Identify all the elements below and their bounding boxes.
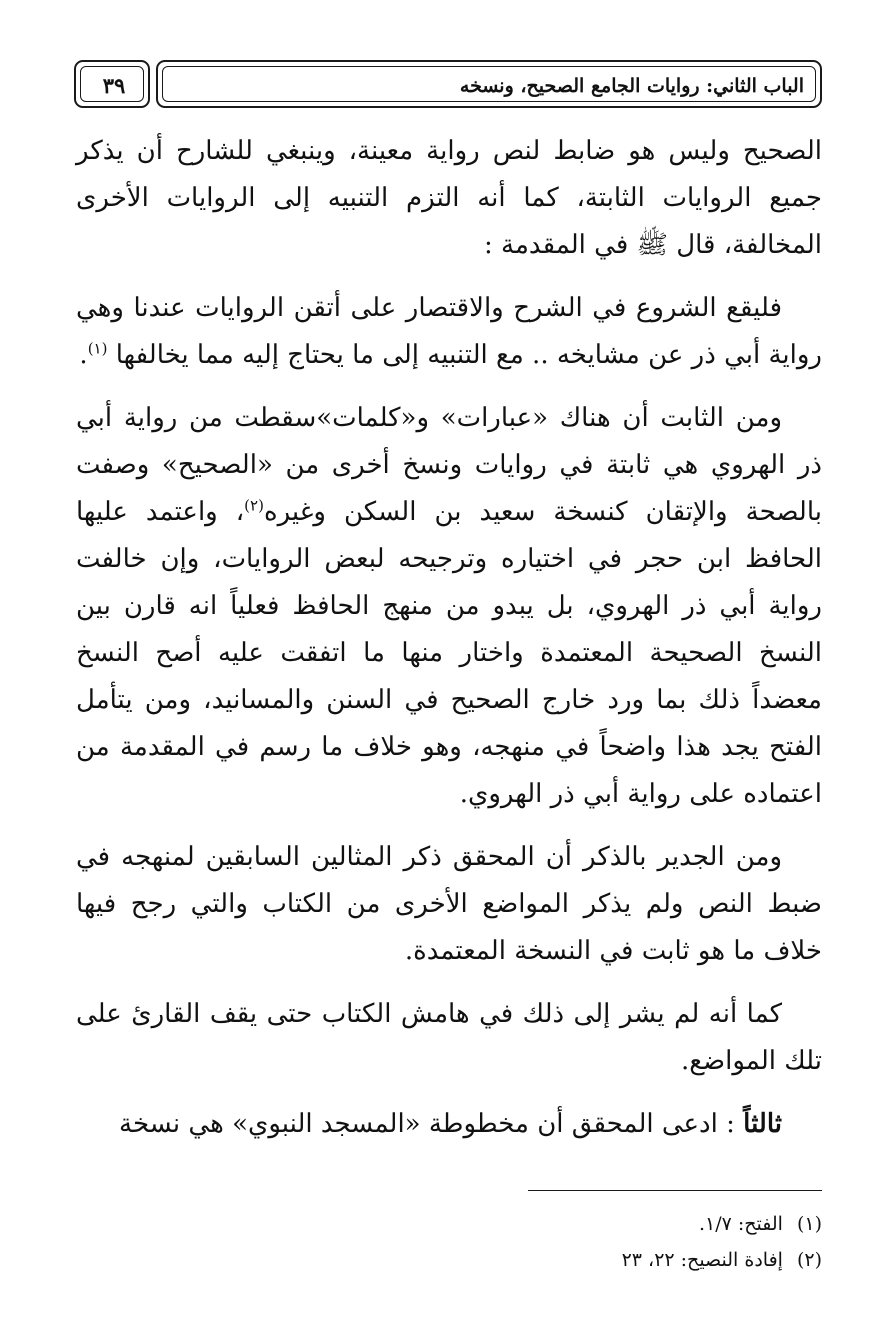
paragraph-6	[76, 1101, 822, 1148]
footnote-separator	[528, 1190, 822, 1191]
quotation-paragraph	[76, 285, 822, 379]
paragraph-5: كما أنه لم يشر إلى ذلك في هامش الكتاب حتى يقف القارئ على تلك المواضع.	[76, 999, 822, 1076]
paragraph-1: الصحيح وليس هو ضابط لنص رواية معينة، وينبغي للشارح أن يذكر جميع الروايات الثابتة، كما أنه التزم التنبيه إلى الروايات الأخرى المخالفة، قال ﷺ في المقدمة :	[76, 136, 822, 260]
footnotes	[322, 1206, 822, 1278]
footnote-2-text: إفادة النصيح: ٢٢، ٢٣	[621, 1249, 783, 1271]
footnote-ref-1: (١)	[87, 339, 108, 358]
header-title-frame	[156, 60, 822, 108]
paragraph-4: ومن الجدير بالذكر أن المحقق ذكر المثالين السابقين لمنهجه في ضبط النص ولم يذكر المواضع الأخرى من الكتاب والتي رجح فيها خلاف ما هو ثابت في النسخة المعتمدة.	[76, 842, 822, 966]
paragraph-3	[76, 395, 822, 818]
page-number-frame	[74, 60, 150, 108]
footnote-2-mark: (٢)	[796, 1249, 822, 1271]
page-header	[74, 60, 822, 108]
footnote-ref-2: (٢)	[244, 496, 264, 515]
footnote-2	[322, 1242, 822, 1278]
footnote-1-mark: (١)	[796, 1213, 822, 1235]
paragraph-3-part-b: ، واعتمد عليها الحافظ ابن حجر في اختياره وترجيحه لبعض الروايات، وإن خالفت رواية أبي ذر الهروي، بل يبدو من منهج الحافظ فعلياً انه قارن بين النسخ الصحيحة المعتمدة واختار منها ما اتفقت عليه أصح النسخ معضداً ذلك بما ورد خارج الصحيح في السنن والمسانيد، ومن يتأمل الفتح يجد هذا واضحاً في منهجه، وهو خلاف ما رسم في المقدمة من اعتماده على رواية أبي ذر الهروي.	[76, 497, 822, 809]
paragraph-6-text: : ادعى المحقق أن مخطوطة «المسجد النبوي» هي نسخة	[119, 1109, 744, 1139]
footnote-1-text: الفتح: ١/٧.	[698, 1213, 783, 1235]
page-number: ٣٩	[102, 73, 126, 98]
paragraph-6-lead: ثالثاً	[743, 1109, 782, 1139]
page-body	[76, 128, 822, 1164]
quotation-end: .	[79, 340, 88, 370]
footnote-1	[322, 1206, 822, 1242]
paragraph-3-part-a: ومن الثابت أن هناك «عبارات» و«كلمات»سقطت من رواية أبي ذر الهروي هي ثابتة في روايات ونسخ أخرى من «الصحيح» وصفت بالصحة والإتقان كنسخة سعيد بن السكن وغيره	[76, 403, 822, 527]
quotation-text: فليقع الشروع في الشرح والاقتصار على أتقن الروايات عندنا وهي رواية أبي ذر عن مشايخه .. مع التنبيه إلى ما يحتاج إليه مما يخالفها	[76, 293, 822, 370]
chapter-title: الباب الثاني: روايات الجامع الصحيح، ونسخه	[459, 75, 804, 97]
